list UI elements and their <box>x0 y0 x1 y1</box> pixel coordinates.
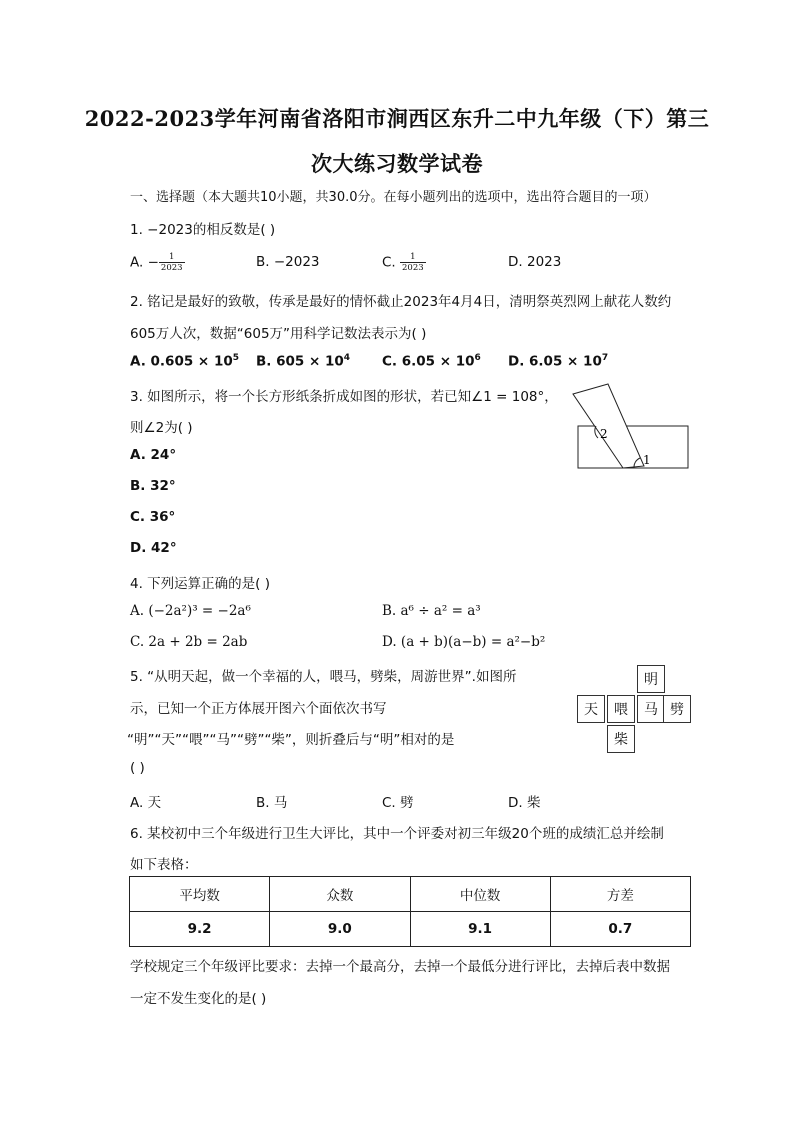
q4-option-b: B. a⁶ ÷ a² = a³ <box>382 603 481 619</box>
cube-net-face-chai: 柴 <box>607 725 635 753</box>
q5-stem-line-1: 5. “从明天起，做一个幸福的人，喂马，劈柴，周游世界”.如图所 <box>130 669 517 685</box>
q5-option-c: C. 劈 <box>382 795 414 811</box>
table-row <box>130 912 691 947</box>
q2-option-c: C. $6.05 \times 10^6$ <box>382 353 481 370</box>
cube-net-face-ma: 马 <box>637 695 665 723</box>
table-header-cell: 众数 <box>270 877 410 912</box>
statistics-table <box>129 876 691 947</box>
table-cell: 9.2 <box>130 912 270 947</box>
q3-option-a: A. 24° <box>130 447 177 463</box>
angle-1-label: 1 <box>643 453 651 467</box>
q4-option-d: D. (a + b)(a−b) = a²−b² <box>382 634 546 650</box>
q5-stem-line-3: “明”“天”“喂”“马”“劈”“柴”，则折叠后与“明”相对的是 <box>127 732 455 748</box>
q6-stem-line-2: 如下表格： <box>130 857 198 873</box>
table-header-cell: 中位数 <box>410 877 550 912</box>
table-header-row <box>130 877 691 912</box>
q4-stem: 4. 下列运算正确的是( ) <box>130 576 270 592</box>
q1-option-c: C. $\frac{1}{2023}$ <box>382 252 424 273</box>
q1-option-b: B. −2023 <box>256 254 320 270</box>
q3-option-c: C. 36° <box>130 509 176 525</box>
q6-stem-line-1: 6. 某校初中三个年级进行卫生大评比，其中一个评委对初三年级20个班的成绩汇总并绘制 <box>130 826 664 842</box>
q2-option-a: A. $0.605 \times 10^5$ <box>130 353 239 370</box>
q3-stem-line-1: 3. 如图所示，将一个长方形纸条折成如图的形状，若已知∠1 = 108°， <box>130 389 558 405</box>
q5-option-a: A. 天 <box>130 795 162 811</box>
section-header: 一、选择题（本大题共10小题，共30.0分。在每小题列出的选项中，选出符合题目的一项） <box>130 190 657 205</box>
folded-strip-figure <box>568 382 694 474</box>
cube-net-face-tian: 天 <box>577 695 605 723</box>
title-line-1: 2022-2023学年河南省洛阳市涧西区东升二中九年级（下）第三 <box>84 106 710 131</box>
q6-after-line-1: 学校规定三个年级评比要求：去掉一个最高分，去掉一个最低分进行评比，去掉后表中数据 <box>130 959 670 975</box>
title-line-2: 次大练习数学试卷 <box>311 151 483 176</box>
angle-2-label: 2 <box>600 427 608 441</box>
q2-option-d: D. $6.05 \times 10^7$ <box>508 353 609 370</box>
q5-stem-line-2: 示，已知一个正方体展开图六个面依次书写 <box>130 701 387 717</box>
q5-option-b: B. 马 <box>256 795 288 811</box>
cube-net-face-pi: 劈 <box>663 695 691 723</box>
q3-option-b: B. 32° <box>130 478 176 494</box>
q5-option-d: D. 柴 <box>508 795 541 811</box>
table-cell: 9.0 <box>270 912 410 947</box>
table-header-cell: 平均数 <box>130 877 270 912</box>
q6-after-line-2: 一定不发生变化的是( ) <box>130 991 267 1007</box>
cube-net-face-ming: 明 <box>637 665 665 693</box>
q2-option-b: B. $605 \times 10^4$ <box>256 353 351 370</box>
q1-option-d: D. 2023 <box>508 254 562 270</box>
table-header-cell: 方差 <box>550 877 690 912</box>
q2-stem-line-1: 2. 铭记是最好的致敬，传承是最好的情怀截止2023年4月4日，清明祭英烈网上献花人数约 <box>130 294 672 310</box>
q2-stem-line-2: 605万人次，数据“605万”用科学记数法表示为( ) <box>130 326 427 342</box>
q3-stem-line-2: 则∠2为( ) <box>130 420 193 436</box>
q1-stem: 1. −2023的相反数是( ) <box>130 222 276 238</box>
q4-option-a: A. (−2a²)³ = −2a⁶ <box>130 603 251 619</box>
q3-option-d: D. 42° <box>130 540 177 556</box>
cube-net-face-wei: 喂 <box>607 695 635 723</box>
q1-option-a: A. − $\frac{1}{2023}$ <box>130 252 183 273</box>
q5-stem-line-4: ( ) <box>130 760 145 776</box>
q4-option-c: C. 2a + 2b = 2ab <box>130 634 248 650</box>
table-cell: 9.1 <box>410 912 550 947</box>
table-cell: 0.7 <box>550 912 690 947</box>
